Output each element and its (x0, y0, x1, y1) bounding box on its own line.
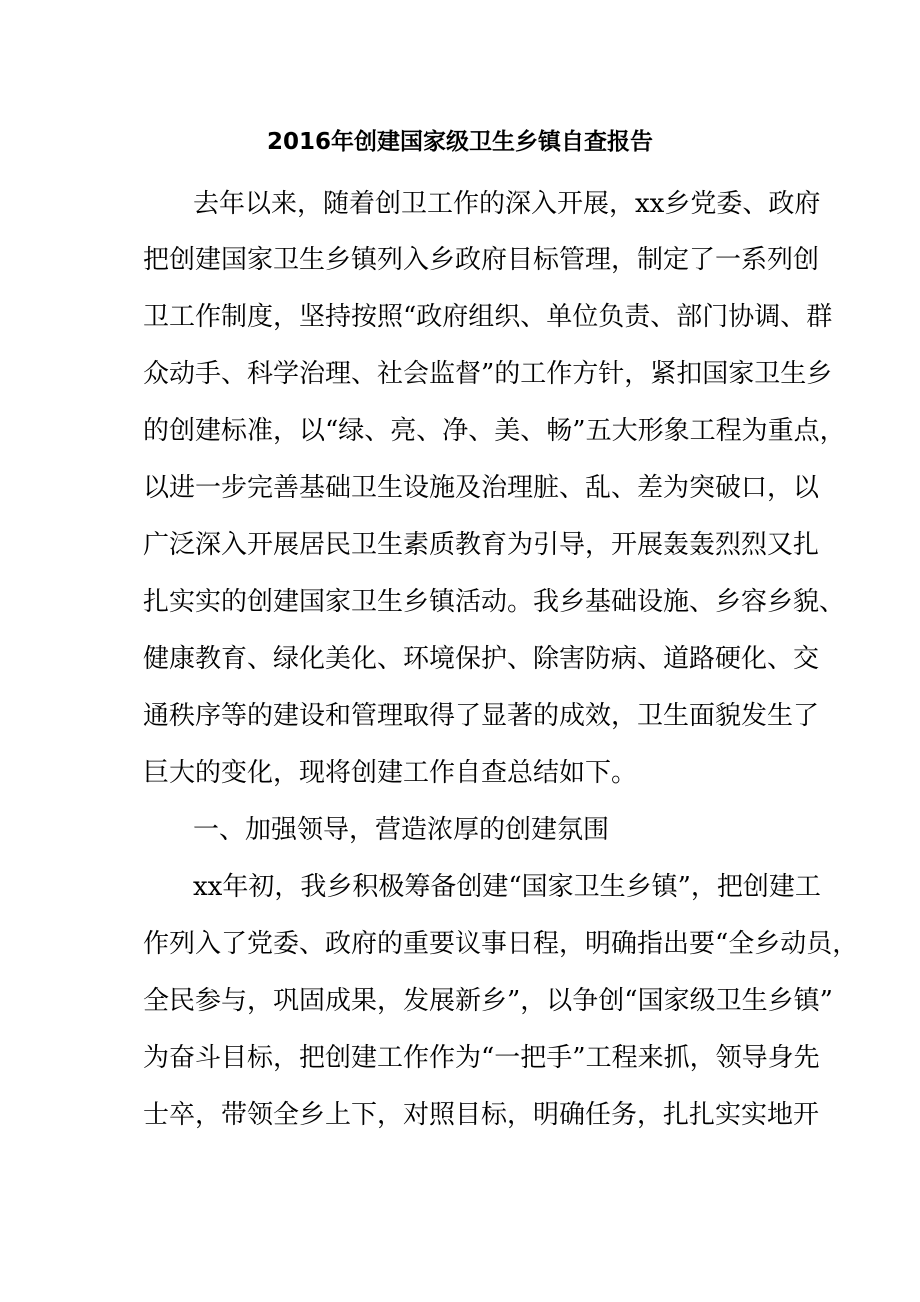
text-line: 卫工作制度，坚持按照“政府组织、单位负责、部门协调、群 (143, 302, 833, 332)
text-line: 健康教育、绿化美化、环境保护、除害防病、道路硬化、交 (143, 644, 820, 674)
text-line: 全民参与，巩固成果，发展新乡”，以争创“国家级卫生乡镇” (143, 986, 833, 1016)
text-line: 把创建国家卫生乡镇列入乡政府目标管理，制定了一系列创 (143, 245, 820, 275)
section-heading: 一、加强领导，营造浓厚的创建氛围 (193, 815, 610, 845)
text-line: 的创建标准，以“绿、亮、净、美、畅”五大形象工程为重点， (143, 416, 846, 446)
text-line: 士卒，带领全乡上下，对照目标，明确任务，扎扎实实地开 (143, 1100, 820, 1130)
document-title: 2016年创建国家级卫生乡镇自查报告 (266, 129, 653, 155)
text-line: 巨大的变化，现将创建工作自查总结如下。 (143, 758, 638, 788)
text-line: 扎实实的创建国家卫生乡镇活动。我乡基础设施、乡容乡貌、 (143, 587, 846, 617)
text-line: xx年初，我乡积极筹备创建“国家卫生乡镇”，把创建工 (193, 872, 821, 902)
text-line: 广泛深入开展居民卫生素质教育为引导，开展轰轰烈烈又扎 (143, 530, 820, 560)
text-line: 以进一步完善基础卫生设施及治理脏、乱、差为突破口，以 (143, 473, 820, 503)
text-line: 通秩序等的建设和管理取得了显著的成效，卫生面貌发生了 (143, 701, 820, 731)
text-line: 作列入了党委、政府的重要议事日程，明确指出要“全乡动员， (143, 929, 859, 959)
text-line: 为奋斗目标，把创建工作作为“一把手”工程来抓，领导身先 (143, 1043, 820, 1073)
text-line: 去年以来，随着创卫工作的深入开展，xx乡党委、政府 (193, 189, 821, 219)
text-line: 众动手、科学治理、社会监督”的工作方针，紧扣国家卫生乡 (143, 359, 833, 389)
